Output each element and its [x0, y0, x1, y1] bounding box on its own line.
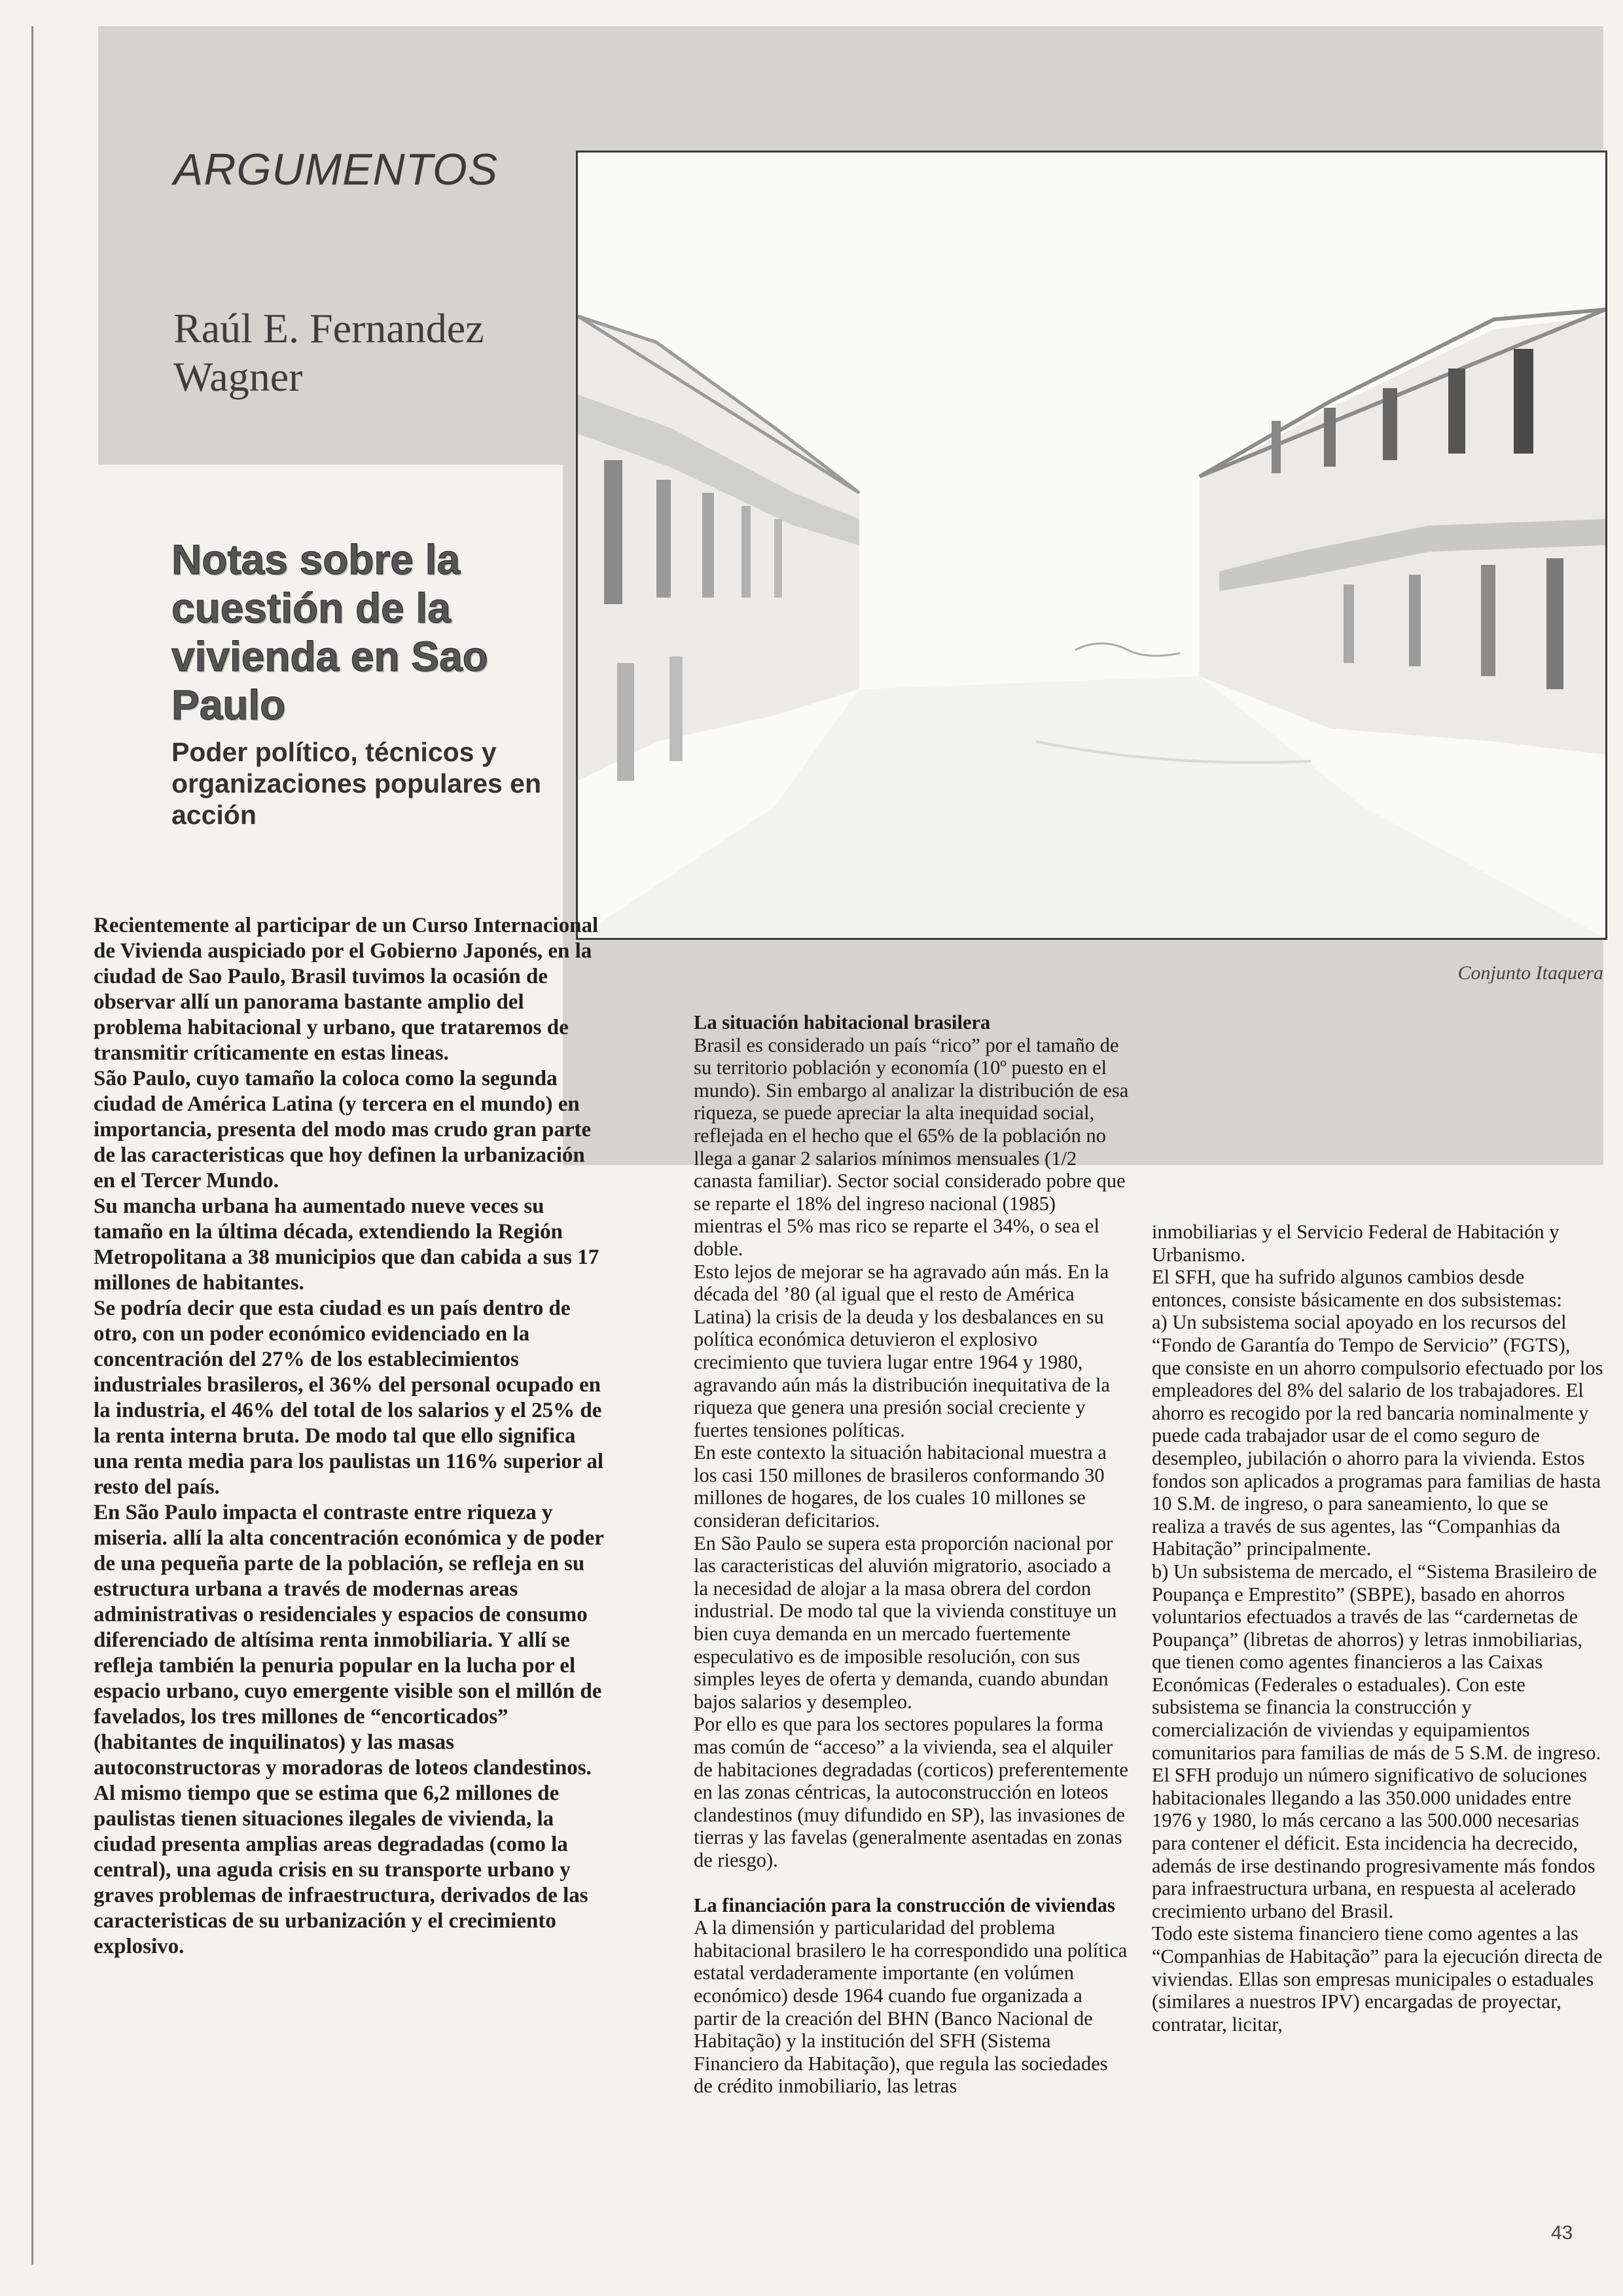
- paragraph: Todo este sistema financiero tiene como agentes a las “Companhias de Habitação” para la ejecución directa de viviendas. Ellas son empresas municipales o estaduales (similares a nuestros IPV) encargadas de proyectar, contratar, licitar,: [1152, 1922, 1603, 2036]
- column-2: [694, 1011, 1129, 2098]
- paragraph: Brasil es considerado un país “rico” por el tamaño de su territorio población y economía (10º puesto en el mundo). Sin embargo al analizar la distribución de esa riqueza, se puede apreciar la alta inequidad social, reflejada en el hecho que el 65% de la población no llega a ganar 2 salarios mínimos mensuales (1/2 canasta familiar). Sector social considerado pobre que se reparte el 18% del ingreso nacional (1985) mientras el 5% mas rico se reparte el 34%, o sea el doble.: [694, 1033, 1129, 1260]
- article-title: Notas sobre la cuestión de la vivienda en Sao Paulo: [171, 536, 488, 728]
- section-heading: La financiación para la construcción de viviendas: [694, 1893, 1115, 1916]
- paragraph: São Paulo, cuyo tamaño la coloca como la segunda ciudad de América Latina (y tercera en el mundo) en importancia, presenta del modo mas crudo gran parte de las caracteristicas que hoy definen la urbanización en el Tercer Mundo.: [94, 1067, 592, 1193]
- paragraph: b) Un subsistema de mercado, el “Sistema Brasileiro de Poupança e Emprestito” (SBPE), basado en ahorros voluntarios efectuados a través de las “cardernetas de Poupança” (libretas de ahorros) y letras inmobiliarias, que tienen como agentes financieros a las Caixas Económicas (Federales o estaduales). Con este subsistema se financia la construcción y comercialización de viviendas y equipamientos comunitarios para familias de más de 5 S.M. de ingreso.: [1152, 1560, 1601, 1764]
- paragraph: Esto lejos de mejorar se ha agravado aún más. En la década del ’80 (al igual que el resto de América Latina) la crisis de la deuda y los desbalances en su política económica detuvieron el explosivo crecimiento que tuviera lugar entre 1964 y 1980, agravando aún más la distribución inequitativa de la riqueza que genera una presión social creciente y fuertes tensiones políticas.: [694, 1260, 1111, 1441]
- housing-photo: [576, 151, 1607, 940]
- section-label: ARGUMENTOS: [173, 145, 499, 194]
- page-number: 43: [1551, 2222, 1573, 2244]
- paragraph: En São Paulo impacta el contraste entre riqueza y miseria. allí la alta concentración económica y de poder de una pequeña parte de la población, se refleja en su estructura urbana a través de modernas areas administrativas o residenciales y espacios de consumo diferenciado de altísima renta inmobiliaria. Y allí se refleja también la penuria popular en la lucha por el espacio urbano, cuyo emergente visible son el millón de favelados, los tres millones de “encorticados” (habitantes de inquilinatos) y las masas autoconstructoras y moradoras de loteos clandestinos. Al mismo tiempo que se estima que 6,2 millones de paulistas tienen situaciones ilegales de vivienda, la ciudad presenta amplias areas degradadas (como la central), una aguda crisis en su transporte urbano y graves problemas de infraestructura, derivados de las caracteristicas de su urbanización y el crecimiento explosivo.: [94, 1501, 604, 1958]
- paragraph: Su mancha urbana ha aumentado nueve veces su tamaño en la última década, extendiendo la Región Metropolitana a 38 municipios que dan cabida a sus 17 millones de habitantes.: [94, 1194, 599, 1295]
- paragraph: Recientemente al participar de un Curso Internacional de Vivienda auspiciado por el Gobierno Japonés, en la ciudad de Sao Paulo, Brasil tuvimos la ocasión de observar allí un panorama bastante amplio del problema habitacional y urbano, que trataremos de transmitir críticamente en estas lineas.: [94, 914, 599, 1065]
- paragraph: A la dimensión y particularidad del problema habitacional brasilero le ha correspondido una política estatal verdaderamente importante (en volúmen económico) desde 1964 cuando fue organizada a partir de la creación del BHN (Banco Nacional de Habitação) y la institución del SFH (Sistema Financiero da Habitação), que regula las sociedades de crédito inmobiliario, las letras: [694, 1916, 1128, 2098]
- author-line-1: Raúl E. Fernandez: [173, 305, 484, 351]
- photo-caption: Conjunto Itaquera: [1457, 962, 1603, 984]
- margin-rule: [31, 26, 33, 2265]
- paragraph: En São Paulo se supera esta proporción nacional por las caracteristicas del aluvión migratorio, asociado a la necesidad de alojar a la masa obrera del cordon industrial. De modo tal que la vivienda constituye un bien cuya demanda en un mercado fuertemente especulativo es de imposible resolución, con sus simples leyes de oferta y demanda, cuando abundan bajos salarios y desempleo.: [694, 1532, 1117, 1713]
- paragraph: Por ello es que para los sectores populares la forma mas común de “acceso” a la vivienda, sea el alquiler de habitaciones degradadas (corticos) preferentemente en las zonas céntricas, la autoconstrucción en loteos clandestinos (muy difundido en SP), las invasiones de tierras y las favelas (generalmente asentadas en zonas de riesgo).: [694, 1713, 1128, 1871]
- paragraph: En este contexto la situación habitacional muestra a los casi 150 millones de brasileros conformando 30 millones de hogares, de los cuales 10 millones se consideran deficitarios.: [694, 1441, 1107, 1532]
- author-line-2: Wagner: [173, 353, 303, 400]
- paragraph: Se podría decir que esta ciudad es un país dentro de otro, con un poder económico evidenciado en la concentración del 27% de los establecimientos industriales brasileros, el 36% del personal ocupado en la industria, el 46% del total de los salarios y el 25% de la renta interna bruta. De modo tal que ello significa una renta media para los paulistas un 116% superior al resto del país.: [94, 1297, 603, 1499]
- housing-photo-illustration: [578, 152, 1605, 938]
- paragraph: a) Un subsistema social apoyado en los recursos del “Fondo de Garantía do Tempo de Servicio” (FGTS), que consiste en un ahorro compulsorio efectuado por los empleadores del 8% del salario de los trabajadores. El ahorro es recogido por la red bancaria nominalmente y puede cada trabajador usar de el como seguro de desempleo, jubilación o ahorro para la vivienda. Estos fondos son aplicados a programas para familias de hasta 10 S.M. de ingreso, o para saneamiento, lo que se realiza a través de sus agentes, las “Companhias da Habitação” principalmente.: [1152, 1311, 1603, 1560]
- paragraph: El SFH produjo un número significativo de soluciones habitacionales llegando a las 350.000 unidades entre 1976 y 1980, lo más cercano a las 500.000 necesarias para contener el déficit. Esta incidencia ha decrecido, además de irse destinando progresivamente más fondos para infraestructura urbana, en respuesta al acelerado crecimiento urbano del Brasil.: [1152, 1764, 1596, 1922]
- paragraph: El SFH, que ha sufrido algunos cambios desde entonces, consiste básicamente en dos subsistemas:: [1152, 1266, 1562, 1311]
- column-3: [1152, 1221, 1603, 2036]
- author-name: [173, 304, 540, 401]
- paragraph: inmobiliarias y el Servicio Federal de Habitación y Urbanismo.: [1152, 1221, 1560, 1266]
- column-1: [94, 913, 611, 1960]
- section-heading: La situación habitacional brasilera: [694, 1011, 991, 1033]
- article-subtitle: Poder político, técnicos y organizaciones populares en acción: [171, 737, 542, 830]
